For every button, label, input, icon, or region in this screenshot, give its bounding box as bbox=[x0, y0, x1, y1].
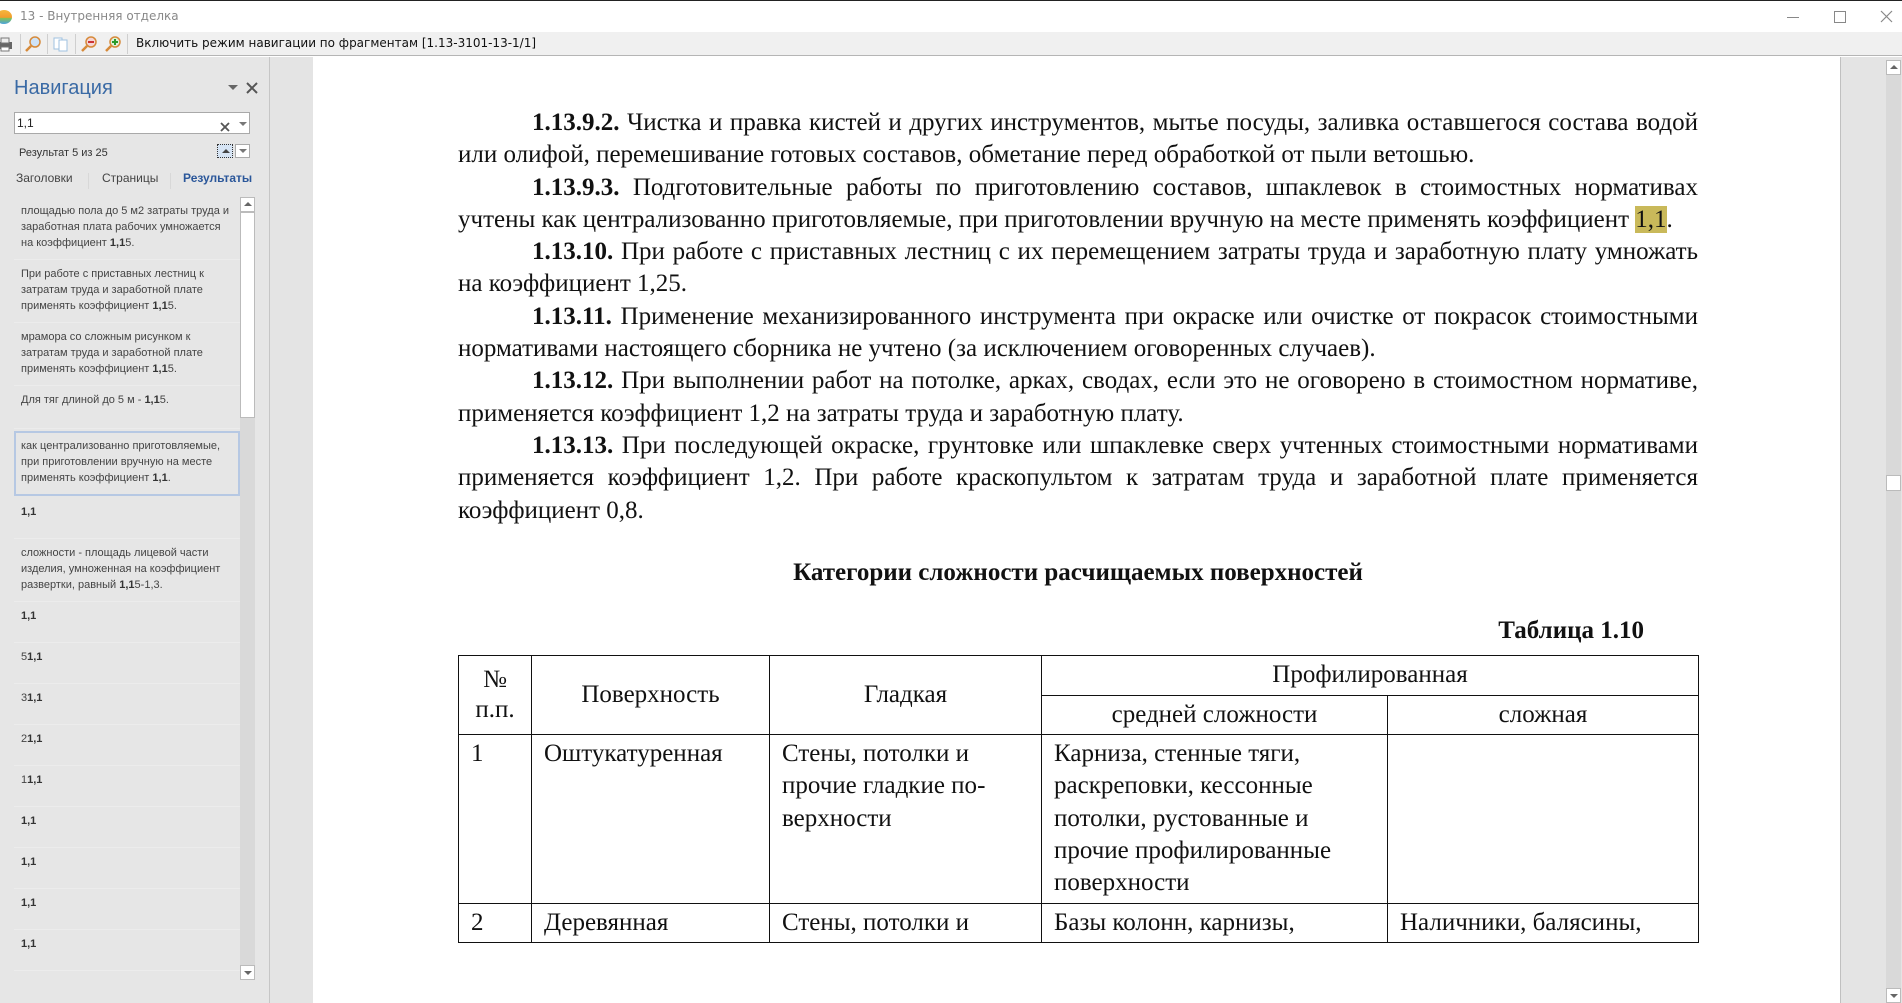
cell-num: 2 bbox=[459, 903, 532, 942]
cell-medium: Базы колонн, карнизы, bbox=[1042, 903, 1388, 942]
results-scrollbar[interactable] bbox=[240, 197, 255, 980]
result-item[interactable]: 1,1 bbox=[14, 889, 240, 930]
result-item[interactable]: площадью пола до 5 м2 затраты труда и заработная плата рабочих умножается на коэффициент 1,15. bbox=[14, 197, 240, 260]
paragraph: 1.13.13. При последующей окраске, грунтовке или шпаклевке сверх учтенных стоимостными нормативами применяется коэффициент 1,2. При работе краскопультом к затратам труда и заработной плате применяется коэффициент 0,8. bbox=[458, 431, 1698, 524]
toolbar-separator bbox=[20, 34, 21, 54]
header-surface: Поверхность bbox=[532, 656, 770, 735]
close-button[interactable] bbox=[1864, 1, 1902, 33]
result-item[interactable]: сложности - площадь лицевой части изделия, умноженная на коэффициент развертки, равный 1,15-1,3. bbox=[14, 539, 240, 602]
paragraph: 1.13.9.2. Чистка и правка кистей и других инструментов, мытье посуды, заливка оставшегося состава водой или олифой, перемешивание готовых составов, обметание перед обработкой от пыли ветошью. bbox=[458, 109, 1698, 169]
maximize-button[interactable] bbox=[1818, 1, 1864, 33]
search-box bbox=[14, 112, 250, 134]
zoom-out-icon[interactable] bbox=[80, 35, 98, 53]
next-result-button[interactable] bbox=[235, 144, 250, 158]
document-content bbox=[458, 107, 1698, 943]
table-caption: Таблица 1.10 bbox=[1498, 617, 1644, 645]
clear-search-icon[interactable] bbox=[220, 117, 232, 129]
surface-categories-table bbox=[458, 655, 1699, 942]
tab-results[interactable]: Результаты bbox=[183, 171, 253, 185]
paragraph: 1.13.10. При работе с приставных лестниц с их перемещением затраты труда и заработную плату умножать на коэффициент 1,25. bbox=[458, 238, 1698, 298]
section-heading: Категории сложности расчищаемых поверхностей bbox=[793, 558, 1363, 586]
window-title: 13 - Внутренняя отделка bbox=[20, 9, 179, 23]
results-list bbox=[14, 197, 240, 1003]
result-item[interactable]: 1,1 bbox=[14, 498, 240, 539]
navigation-title: Навигация bbox=[14, 77, 113, 99]
cell-surface: Деревянная bbox=[532, 903, 770, 942]
header-medium: средней сложности bbox=[1042, 695, 1388, 734]
cell-num: 1 bbox=[459, 735, 532, 903]
result-item[interactable]: 21,1 bbox=[14, 725, 240, 766]
cell-smooth: Стены, потолки и bbox=[770, 903, 1042, 942]
print-icon[interactable] bbox=[0, 35, 14, 53]
toolbar-separator bbox=[75, 34, 76, 54]
find-icon[interactable] bbox=[24, 35, 42, 53]
tab-separator bbox=[170, 173, 171, 189]
scrollbar-thumb[interactable] bbox=[240, 212, 255, 418]
tab-pages[interactable]: Страницы bbox=[102, 171, 159, 185]
toolbar-separator bbox=[47, 34, 48, 54]
title-bar bbox=[0, 0, 1902, 33]
result-item[interactable]: При работе с приставных лестниц к затратам труда и заработной плате применять коэффициент 1,15. bbox=[14, 260, 240, 323]
header-profiled: Профилированная bbox=[1042, 656, 1699, 695]
scrollbar-thumb[interactable] bbox=[1886, 475, 1901, 491]
result-count: Результат 5 из 25 bbox=[19, 147, 108, 159]
result-item[interactable]: 51,1 bbox=[14, 643, 240, 684]
table-header-row bbox=[459, 656, 1699, 695]
result-item[interactable]: 11,1 bbox=[14, 766, 240, 807]
fragment-navigation-toggle[interactable]: Включить режим навигации по фрагментам [1.13-3101-13-1/1] bbox=[136, 36, 537, 50]
pane-options-chevron-down-icon[interactable] bbox=[228, 85, 238, 93]
previous-result-button[interactable] bbox=[217, 144, 233, 158]
cell-smooth: Стены, потолки и прочие гладкие поверхности bbox=[770, 735, 1042, 903]
result-item[interactable]: 1,1 bbox=[14, 930, 240, 971]
navigation-pane bbox=[0, 57, 270, 1003]
result-item[interactable]: 1,1 bbox=[14, 848, 240, 889]
header-complex: сложная bbox=[1388, 695, 1699, 734]
scroll-down-arrow-icon[interactable] bbox=[1886, 988, 1901, 1003]
result-item[interactable]: 1,1 bbox=[14, 807, 240, 848]
result-item[interactable]: 1,1 bbox=[14, 602, 240, 643]
cell-surface: Оштукатуренная bbox=[532, 735, 770, 903]
scroll-up-arrow-icon[interactable] bbox=[240, 197, 255, 212]
search-options-chevron-down-icon[interactable] bbox=[239, 122, 247, 126]
cell-complex bbox=[1388, 735, 1699, 903]
result-item-selected[interactable]: как централизованно приготовляемые, при приготовлении вручную на месте применять коэффициент 1,1. bbox=[14, 431, 240, 496]
tab-headings[interactable]: Заголовки bbox=[16, 171, 73, 185]
scroll-down-arrow-icon[interactable] bbox=[240, 965, 255, 980]
search-highlight: 1,1 bbox=[1635, 205, 1667, 233]
page-gutter bbox=[270, 57, 313, 1003]
table-row bbox=[459, 903, 1699, 942]
pane-close-icon[interactable] bbox=[246, 79, 258, 91]
paragraph: 1.13.12. При выполнении работ на потолке, арках, сводах, если это не оговорено в стоимостном нормативе, применяется коэффициент 1,2 на затраты труда и заработную плату. bbox=[458, 367, 1698, 427]
cell-medium: Карниза, стенные тяги, раскреповки, кессонные потолки, рустованные и прочие профилированные поверхности bbox=[1042, 735, 1388, 903]
toolbar-separator bbox=[127, 34, 128, 54]
paragraph: 1.13.11. Применение механизированного инструмента при окраске или очистке от покрасок стоимостными нормативами настоящего сборника не учтено (за исключением оговоренных случаев). bbox=[458, 302, 1698, 363]
nav-tabs bbox=[0, 171, 270, 193]
app-icon bbox=[0, 10, 12, 24]
minimize-button[interactable] bbox=[1771, 1, 1817, 33]
paragraph: 1.13.9.3. Подготовительные работы по приготовлению составов, шпаклевок в стоимостных нормативах учтены как централизованно приготовляемые, при приготовлении вручную на месте применять коэффициент 1,1. bbox=[458, 173, 1698, 233]
zoom-in-icon[interactable] bbox=[104, 35, 122, 53]
cell-complex: Наличники, балясины, bbox=[1388, 903, 1699, 942]
result-item[interactable]: Для тяг длиной до 5 м - 1,15. bbox=[14, 386, 240, 429]
header-num: № п.п. bbox=[459, 656, 532, 735]
copy-pages-icon[interactable] bbox=[52, 35, 70, 53]
result-item[interactable]: мрамора со сложным рисунком к затратам труда и заработной плате применять коэффициент 1,15. bbox=[14, 323, 240, 386]
toolbar bbox=[0, 32, 1902, 56]
scroll-up-arrow-icon[interactable] bbox=[1886, 60, 1901, 75]
search-input[interactable] bbox=[17, 115, 207, 131]
document-page bbox=[313, 57, 1840, 1003]
close-icon bbox=[1880, 10, 1893, 23]
tab-separator bbox=[88, 173, 89, 189]
document-scrollbar[interactable] bbox=[1886, 60, 1901, 1003]
result-item[interactable]: 31,1 bbox=[14, 684, 240, 725]
table-row bbox=[459, 735, 1699, 903]
header-smooth: Гладкая bbox=[770, 656, 1042, 735]
